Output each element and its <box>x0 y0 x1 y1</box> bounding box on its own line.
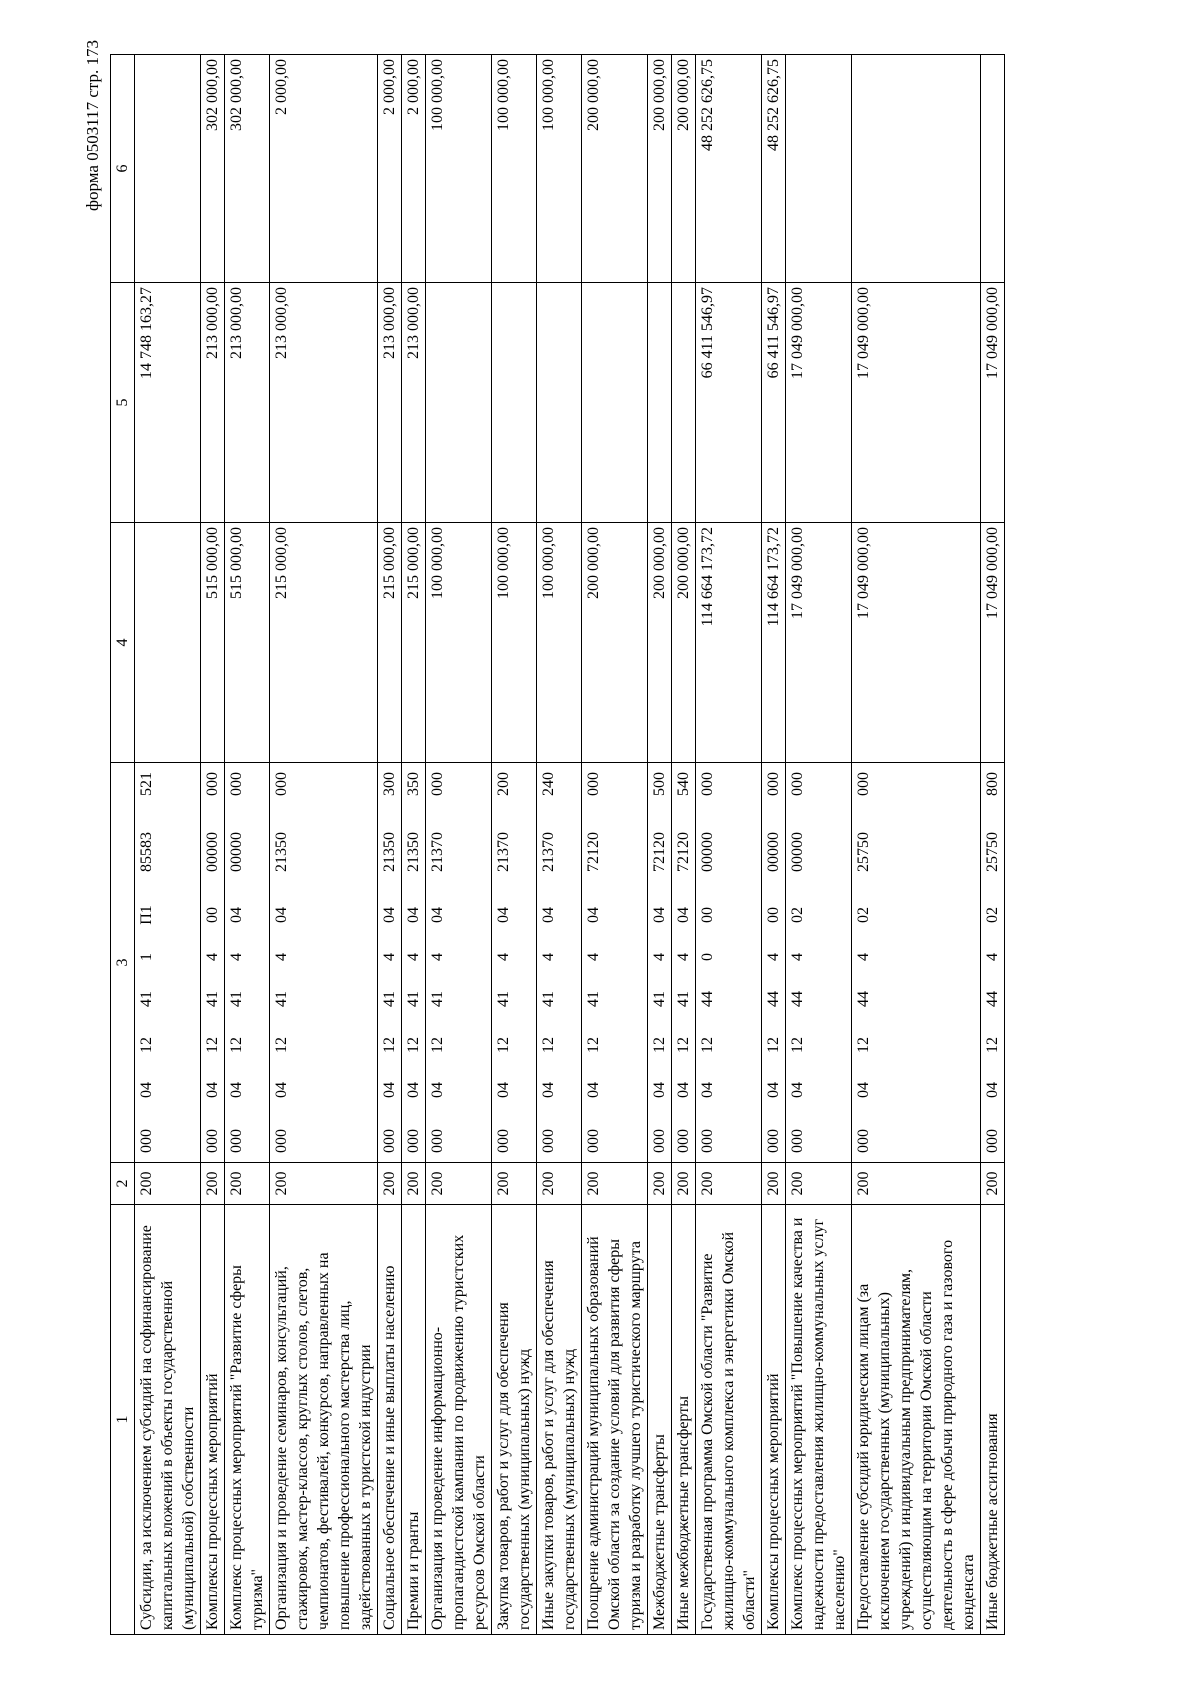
kbk-segment: 4 <box>273 953 290 961</box>
kbk-segment: 12 <box>429 1037 446 1053</box>
kbk-segment: 000 <box>429 772 446 796</box>
row-approved-cell: 215 000,00 <box>378 523 402 763</box>
kbk-segment: 000 <box>699 1129 716 1153</box>
row-executed-cell: 213 000,00 <box>378 283 402 523</box>
kbk-segment: 4 <box>381 953 398 961</box>
row-unexecuted-cell <box>852 55 981 283</box>
kbk-segment: 04 <box>273 1082 290 1098</box>
table-row <box>648 55 672 1635</box>
kbk-segment: 4 <box>429 953 446 961</box>
kbk-segment: 800 <box>984 772 1001 796</box>
row-kbk-cell <box>786 763 852 1163</box>
kbk-code <box>673 767 694 1158</box>
row-approved-cell: 114 664 173,72 <box>696 523 762 763</box>
row-code-cell: 200 <box>378 1163 402 1205</box>
kbk-segment: 41 <box>381 991 398 1007</box>
row-name-cell: Социальное обеспечение и иные выплаты населению <box>378 1205 402 1635</box>
kbk-segment: 000 <box>651 1129 668 1153</box>
row-unexecuted-cell <box>786 55 852 283</box>
row-code-cell: 200 <box>582 1163 648 1205</box>
kbk-segment: 02 <box>789 907 806 923</box>
kbk-segment: 000 <box>381 1129 398 1153</box>
column-number-row <box>111 55 135 1635</box>
kbk-segment: 21370 <box>495 832 512 872</box>
row-executed-cell <box>537 283 582 523</box>
column-header-1: 1 <box>111 1205 135 1635</box>
row-unexecuted-cell: 302 000,00 <box>225 55 270 283</box>
kbk-segment: 85583 <box>138 832 155 872</box>
row-approved-cell: 200 000,00 <box>582 523 648 763</box>
kbk-segment: 04 <box>381 907 398 923</box>
row-kbk-cell <box>696 763 762 1163</box>
row-approved-cell <box>135 523 201 763</box>
row-code-cell: 200 <box>762 1163 786 1205</box>
kbk-segment: 12 <box>540 1037 557 1053</box>
row-name-cell: Иные закупки товаров, работ и услуг для обеспечения государственных (муниципальных) нужд <box>537 1205 582 1635</box>
row-unexecuted-cell: 48 252 626,75 <box>696 55 762 283</box>
table-row <box>762 55 786 1635</box>
kbk-segment: 21370 <box>540 832 557 872</box>
row-approved-cell: 515 000,00 <box>201 523 225 763</box>
kbk-segment: 02 <box>855 907 872 923</box>
kbk-segment: 72120 <box>651 832 668 872</box>
row-name-cell: Иные межбюджетные трансферты <box>672 1205 696 1635</box>
kbk-segment: 04 <box>495 1082 512 1098</box>
row-name-cell: Организация и проведение информационно-пропагандистской кампании по продвижению туристских ресурсов Омской области <box>426 1205 492 1635</box>
row-unexecuted-cell: 48 252 626,75 <box>762 55 786 283</box>
kbk-code <box>787 767 808 1158</box>
kbk-segment: 500 <box>651 772 668 796</box>
row-code-cell: 200 <box>786 1163 852 1205</box>
kbk-segment: 000 <box>765 772 782 796</box>
kbk-segment: 04 <box>585 1082 602 1098</box>
row-executed-cell <box>492 283 537 523</box>
row-executed-cell: 17 049 000,00 <box>786 283 852 523</box>
table-row <box>225 55 270 1635</box>
kbk-segment: 12 <box>789 1037 806 1053</box>
row-name-cell: Государственная программа Омской области "Развитие жилищно-коммунального комплекса и энергетики Омской области" <box>696 1205 762 1635</box>
kbk-segment: 25750 <box>984 832 1001 872</box>
kbk-segment: 04 <box>855 1082 872 1098</box>
row-kbk-cell <box>378 763 402 1163</box>
kbk-code <box>982 767 1003 1158</box>
row-unexecuted-cell: 200 000,00 <box>648 55 672 283</box>
kbk-segment: 00000 <box>789 832 806 872</box>
row-executed-cell: 17 049 000,00 <box>981 283 1005 523</box>
kbk-segment: 41 <box>204 991 221 1007</box>
kbk-code <box>379 767 400 1158</box>
kbk-segment: 000 <box>495 1129 512 1153</box>
column-header-6: 6 <box>111 55 135 283</box>
kbk-segment: 000 <box>855 1129 872 1153</box>
kbk-segment: 0 <box>699 953 716 961</box>
kbk-segment: 41 <box>540 991 557 1007</box>
kbk-segment: 4 <box>984 953 1001 961</box>
row-kbk-cell <box>537 763 582 1163</box>
row-unexecuted-cell: 100 000,00 <box>492 55 537 283</box>
kbk-segment: 04 <box>699 1082 716 1098</box>
row-name-cell: Комплекс процессных мероприятий "Развитие сферы туризма" <box>225 1205 270 1635</box>
kbk-segment: 41 <box>429 991 446 1007</box>
row-approved-cell: 215 000,00 <box>402 523 426 763</box>
kbk-code <box>226 767 247 1158</box>
kbk-segment: 04 <box>765 1082 782 1098</box>
kbk-segment: 04 <box>540 1082 557 1098</box>
kbk-segment: 04 <box>405 907 422 923</box>
row-name-cell: Организация и проведение семинаров, консультаций, стажировок, мастер-классов, круглых столов, слетов, чемпионатов, фестивалей, конкурсов, направленных на повышение профессионального мастерства лиц, задействованных в туристской индустрии <box>270 1205 378 1635</box>
kbk-segment: 4 <box>675 953 692 961</box>
kbk-segment: 12 <box>585 1037 602 1053</box>
kbk-code <box>583 767 604 1158</box>
kbk-segment: 41 <box>138 991 155 1007</box>
kbk-segment: 4 <box>228 953 245 961</box>
row-kbk-cell <box>852 763 981 1163</box>
row-executed-cell: 213 000,00 <box>270 283 378 523</box>
row-name-cell: Премии и гранты <box>402 1205 426 1635</box>
kbk-segment: 521 <box>138 772 155 796</box>
row-kbk-cell <box>981 763 1005 1163</box>
kbk-segment: 000 <box>273 1129 290 1153</box>
kbk-segment: 04 <box>789 1082 806 1098</box>
kbk-segment: 04 <box>204 1082 221 1098</box>
kbk-segment: 04 <box>405 1082 422 1098</box>
kbk-segment: 12 <box>984 1037 1001 1053</box>
kbk-segment: 4 <box>765 953 782 961</box>
row-kbk-cell <box>225 763 270 1163</box>
kbk-segment: 04 <box>675 907 692 923</box>
row-executed-cell: 14 748 163,27 <box>135 283 201 523</box>
kbk-segment: 02 <box>984 907 1001 923</box>
row-approved-cell: 200 000,00 <box>672 523 696 763</box>
row-code-cell: 200 <box>225 1163 270 1205</box>
kbk-segment: 04 <box>381 1082 398 1098</box>
row-name-cell: Иные бюджетные ассигнования <box>981 1205 1005 1635</box>
row-name-cell: Межбюджетные трансферты <box>648 1205 672 1635</box>
kbk-segment: 04 <box>273 907 290 923</box>
kbk-code <box>403 767 424 1158</box>
kbk-segment: 21350 <box>405 832 422 872</box>
kbk-segment: 04 <box>984 1082 1001 1098</box>
kbk-segment: 000 <box>699 772 716 796</box>
kbk-segment: 25750 <box>855 832 872 872</box>
column-header-5: 5 <box>111 283 135 523</box>
row-unexecuted-cell: 100 000,00 <box>537 55 582 283</box>
kbk-code <box>136 767 157 1158</box>
kbk-code <box>763 767 784 1158</box>
row-code-cell: 200 <box>852 1163 981 1205</box>
kbk-segment: 000 <box>585 1129 602 1153</box>
row-approved-cell: 17 049 000,00 <box>852 523 981 763</box>
row-name-cell: Субсидии, за исключением субсидий на софинансирование капитальных вложений в объекты государственной (муниципальной) собственности <box>135 1205 201 1635</box>
row-code-cell: 200 <box>426 1163 492 1205</box>
kbk-segment: 240 <box>540 772 557 796</box>
kbk-segment: 4 <box>789 953 806 961</box>
kbk-segment: 44 <box>984 991 1001 1007</box>
form-reference: форма 0503117 стр. 173 <box>83 40 102 211</box>
kbk-segment: 12 <box>765 1037 782 1053</box>
kbk-segment: 000 <box>855 772 872 796</box>
kbk-segment: 12 <box>204 1037 221 1053</box>
row-unexecuted-cell: 2 000,00 <box>270 55 378 283</box>
kbk-segment: 000 <box>429 1129 446 1153</box>
kbk-segment: 4 <box>405 953 422 961</box>
row-approved-cell: 100 000,00 <box>537 523 582 763</box>
row-kbk-cell <box>426 763 492 1163</box>
kbk-segment: 00000 <box>228 832 245 872</box>
row-kbk-cell <box>135 763 201 1163</box>
kbk-segment: 04 <box>495 907 512 923</box>
kbk-segment: 41 <box>495 991 512 1007</box>
row-kbk-cell <box>648 763 672 1163</box>
row-approved-cell: 515 000,00 <box>225 523 270 763</box>
row-approved-cell: 215 000,00 <box>270 523 378 763</box>
row-unexecuted-cell: 302 000,00 <box>201 55 225 283</box>
kbk-segment: 300 <box>381 772 398 796</box>
kbk-segment: 12 <box>405 1037 422 1053</box>
kbk-segment: 72120 <box>585 832 602 872</box>
row-executed-cell <box>582 283 648 523</box>
row-unexecuted-cell: 200 000,00 <box>672 55 696 283</box>
table-body <box>135 55 1005 1635</box>
kbk-segment: 12 <box>138 1037 155 1053</box>
row-name-cell: Комплексы процессных мероприятий <box>201 1205 225 1635</box>
row-executed-cell: 213 000,00 <box>225 283 270 523</box>
table-row <box>981 55 1005 1635</box>
kbk-segment: 41 <box>228 991 245 1007</box>
row-kbk-cell <box>762 763 786 1163</box>
table-row <box>852 55 981 1635</box>
kbk-segment: 00000 <box>699 832 716 872</box>
kbk-segment: 44 <box>699 991 716 1007</box>
kbk-segment: 4 <box>540 953 557 961</box>
kbk-segment: 21350 <box>381 832 398 872</box>
row-approved-cell: 100 000,00 <box>426 523 492 763</box>
kbk-segment: 41 <box>273 991 290 1007</box>
table-row <box>201 55 225 1635</box>
kbk-segment: 04 <box>540 907 557 923</box>
kbk-code <box>271 767 292 1158</box>
kbk-segment: 350 <box>405 772 422 796</box>
kbk-segment: П1 <box>138 905 155 925</box>
kbk-segment: 4 <box>855 953 872 961</box>
kbk-segment: 04 <box>429 1082 446 1098</box>
budget-execution-table <box>110 54 1005 1635</box>
row-kbk-cell <box>582 763 648 1163</box>
table-row <box>135 55 201 1635</box>
kbk-segment: 04 <box>138 1082 155 1098</box>
table-row <box>582 55 648 1635</box>
kbk-code <box>853 767 874 1158</box>
row-code-cell: 200 <box>648 1163 672 1205</box>
row-name-cell: Закупка товаров, работ и услуг для обеспечения государственных (муниципальных) нужд <box>492 1205 537 1635</box>
row-executed-cell: 66 411 546,97 <box>696 283 762 523</box>
row-executed-cell: 66 411 546,97 <box>762 283 786 523</box>
kbk-code <box>538 767 559 1158</box>
row-executed-cell <box>426 283 492 523</box>
row-unexecuted-cell <box>135 55 201 283</box>
row-code-cell: 200 <box>135 1163 201 1205</box>
kbk-segment: 41 <box>675 991 692 1007</box>
kbk-segment: 000 <box>540 1129 557 1153</box>
table-row <box>492 55 537 1635</box>
kbk-segment: 21370 <box>429 832 446 872</box>
kbk-segment: 00 <box>765 907 782 923</box>
kbk-segment: 12 <box>651 1037 668 1053</box>
row-code-cell: 200 <box>201 1163 225 1205</box>
kbk-code <box>493 767 514 1158</box>
kbk-segment: 41 <box>405 991 422 1007</box>
kbk-segment: 1 <box>138 953 155 961</box>
row-unexecuted-cell: 2 000,00 <box>378 55 402 283</box>
kbk-segment: 4 <box>651 953 668 961</box>
kbk-segment: 000 <box>273 772 290 796</box>
row-unexecuted-cell: 100 000,00 <box>426 55 492 283</box>
row-unexecuted-cell: 200 000,00 <box>582 55 648 283</box>
table-row <box>426 55 492 1635</box>
kbk-segment: 04 <box>585 907 602 923</box>
row-code-cell: 200 <box>672 1163 696 1205</box>
table-row <box>402 55 426 1635</box>
kbk-segment: 44 <box>765 991 782 1007</box>
table-row <box>696 55 762 1635</box>
kbk-segment: 000 <box>204 1129 221 1153</box>
kbk-segment: 000 <box>765 1129 782 1153</box>
kbk-segment: 00 <box>204 907 221 923</box>
kbk-segment: 000 <box>675 1129 692 1153</box>
kbk-segment: 41 <box>585 991 602 1007</box>
kbk-code <box>649 767 670 1158</box>
table-row <box>786 55 852 1635</box>
kbk-segment: 12 <box>381 1037 398 1053</box>
row-kbk-cell <box>492 763 537 1163</box>
kbk-segment: 4 <box>495 953 512 961</box>
kbk-segment: 04 <box>675 1082 692 1098</box>
kbk-segment: 000 <box>204 772 221 796</box>
row-kbk-cell <box>402 763 426 1163</box>
kbk-segment: 000 <box>585 772 602 796</box>
row-name-cell: Комплекс процессных мероприятий "Повышение качества и надежности предоставления жилищно-коммунальных услуг населению" <box>786 1205 852 1635</box>
kbk-segment: 44 <box>789 991 806 1007</box>
kbk-segment: 4 <box>585 953 602 961</box>
kbk-segment: 72120 <box>675 832 692 872</box>
row-approved-cell: 200 000,00 <box>648 523 672 763</box>
column-header-4: 4 <box>111 523 135 763</box>
kbk-segment: 44 <box>855 991 872 1007</box>
table-row <box>672 55 696 1635</box>
row-kbk-cell <box>672 763 696 1163</box>
row-code-cell: 200 <box>537 1163 582 1205</box>
kbk-segment: 41 <box>651 991 668 1007</box>
table-row <box>270 55 378 1635</box>
kbk-segment: 12 <box>675 1037 692 1053</box>
row-approved-cell: 114 664 173,72 <box>762 523 786 763</box>
rotated-report-sheet <box>75 40 1125 1635</box>
row-executed-cell: 213 000,00 <box>201 283 225 523</box>
kbk-segment: 200 <box>495 772 512 796</box>
kbk-segment: 000 <box>789 1129 806 1153</box>
row-name-cell: Поощрение администраций муниципальных образований Омской области за создание условий для развития сферы туризма и разработку лучшего туристического маршрута <box>582 1205 648 1635</box>
kbk-segment: 04 <box>651 907 668 923</box>
kbk-code <box>697 767 718 1158</box>
kbk-segment: 00000 <box>765 832 782 872</box>
row-code-cell: 200 <box>696 1163 762 1205</box>
row-code-cell: 200 <box>981 1163 1005 1205</box>
row-approved-cell: 100 000,00 <box>492 523 537 763</box>
kbk-segment: 000 <box>405 1129 422 1153</box>
column-header-3: 3 <box>111 763 135 1163</box>
row-code-cell: 200 <box>402 1163 426 1205</box>
kbk-segment: 000 <box>228 1129 245 1153</box>
kbk-segment: 12 <box>699 1037 716 1053</box>
row-approved-cell: 17 049 000,00 <box>786 523 852 763</box>
row-unexecuted-cell <box>981 55 1005 283</box>
kbk-segment: 12 <box>855 1037 872 1053</box>
kbk-segment: 4 <box>204 953 221 961</box>
kbk-segment: 000 <box>984 1129 1001 1153</box>
row-executed-cell: 213 000,00 <box>402 283 426 523</box>
kbk-segment: 21350 <box>273 832 290 872</box>
column-header-2: 2 <box>111 1163 135 1205</box>
row-code-cell: 200 <box>270 1163 378 1205</box>
row-unexecuted-cell: 2 000,00 <box>402 55 426 283</box>
kbk-segment: 000 <box>138 1129 155 1153</box>
row-executed-cell: 17 049 000,00 <box>852 283 981 523</box>
row-kbk-cell <box>201 763 225 1163</box>
row-executed-cell <box>672 283 696 523</box>
row-name-cell: Предоставление субсидий юридическим лицам (за исключением государственных (муниципальных) учреждений) и индивидуальным предпринимателям, осуществляющим на территории Омской области деятельность в сфере добычи природного газа и газового конденсата <box>852 1205 981 1635</box>
kbk-segment: 12 <box>228 1037 245 1053</box>
kbk-segment: 04 <box>228 907 245 923</box>
row-name-cell: Комплексы процессных мероприятий <box>762 1205 786 1635</box>
kbk-segment: 12 <box>495 1037 512 1053</box>
kbk-code <box>427 767 448 1158</box>
table-row <box>378 55 402 1635</box>
kbk-segment: 04 <box>228 1082 245 1098</box>
kbk-segment: 12 <box>273 1037 290 1053</box>
kbk-segment: 000 <box>228 772 245 796</box>
row-approved-cell: 17 049 000,00 <box>981 523 1005 763</box>
kbk-segment: 000 <box>789 772 806 796</box>
kbk-segment: 04 <box>429 907 446 923</box>
kbk-segment: 00000 <box>204 832 221 872</box>
row-code-cell: 200 <box>492 1163 537 1205</box>
kbk-code <box>202 767 223 1158</box>
kbk-segment: 00 <box>699 907 716 923</box>
row-kbk-cell <box>270 763 378 1163</box>
kbk-segment: 04 <box>651 1082 668 1098</box>
kbk-segment: 540 <box>675 772 692 796</box>
table-row <box>537 55 582 1635</box>
row-executed-cell <box>648 283 672 523</box>
